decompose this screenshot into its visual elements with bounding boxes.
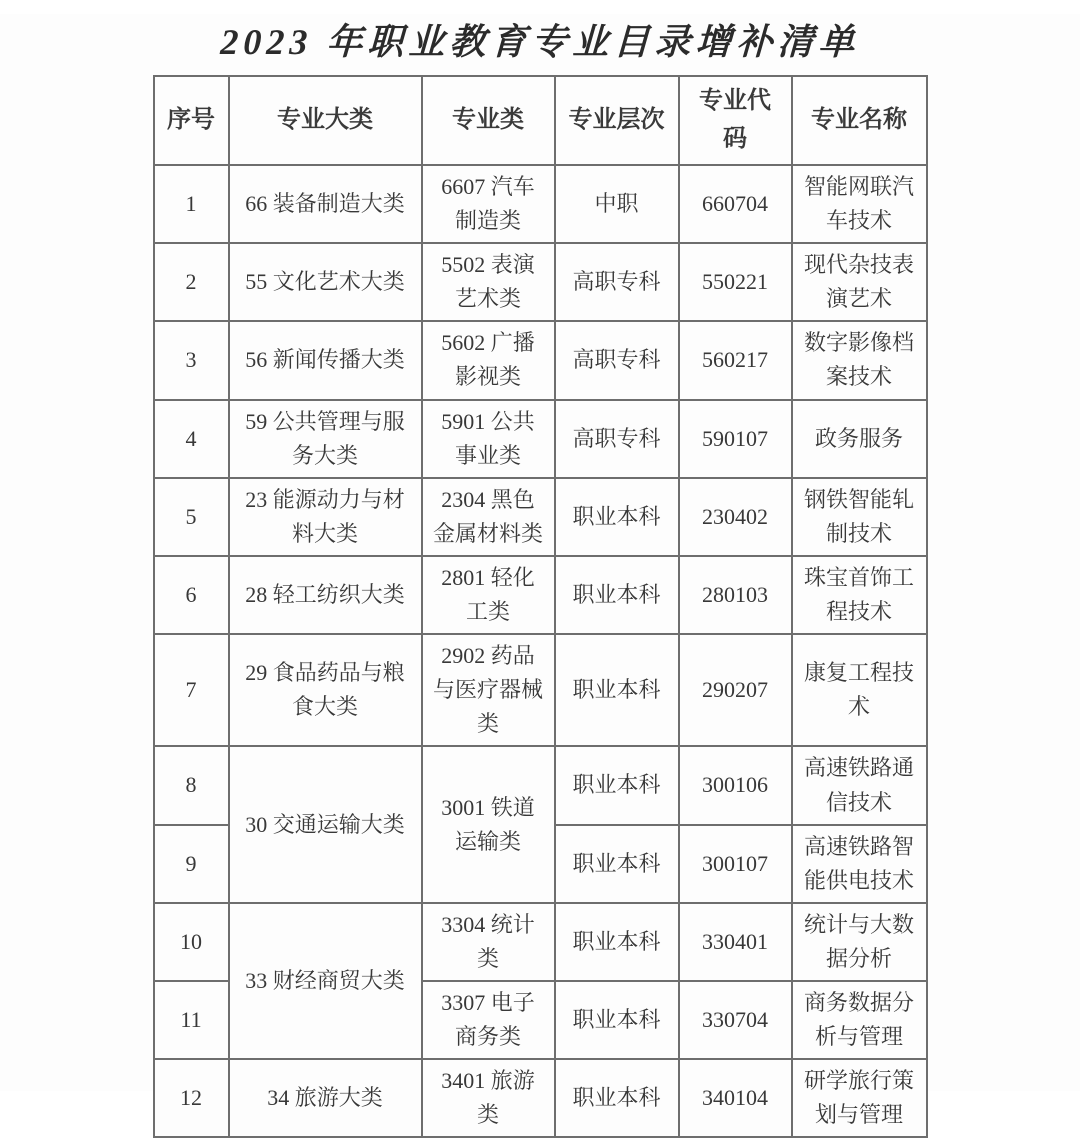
table-row <box>154 746 927 824</box>
cell-major-category: 55 文化艺术大类 <box>229 243 422 321</box>
cell-class: 2801 轻化工类 <box>422 556 555 634</box>
table-row <box>154 556 927 634</box>
cell-code: 590107 <box>679 400 792 478</box>
cell-class: 2902 药品与医疗器械类 <box>422 634 555 746</box>
cell-class: 3307 电子商务类 <box>422 981 555 1059</box>
cell-code: 300107 <box>679 825 792 903</box>
cell-major-category: 33 财经商贸大类 <box>229 903 422 1059</box>
cell-code: 230402 <box>679 478 792 556</box>
cell-name: 数字影像档案技术 <box>792 321 927 399</box>
cell-seq: 1 <box>154 165 229 243</box>
cell-name: 商务数据分析与管理 <box>792 981 927 1059</box>
cell-level: 职业本科 <box>555 746 679 824</box>
cell-seq: 10 <box>154 903 229 981</box>
cell-code: 280103 <box>679 556 792 634</box>
catalog-table <box>153 75 928 1138</box>
cell-major-category: 56 新闻传播大类 <box>229 321 422 399</box>
cell-name: 研学旅行策划与管理 <box>792 1059 927 1137</box>
cell-code: 300106 <box>679 746 792 824</box>
cell-major-category: 28 轻工纺织大类 <box>229 556 422 634</box>
cell-class: 3001 铁道运输类 <box>422 746 555 902</box>
cell-class: 3401 旅游类 <box>422 1059 555 1137</box>
cell-name: 康复工程技术 <box>792 634 927 746</box>
table-row <box>154 1059 927 1137</box>
cell-major-category: 59 公共管理与服务大类 <box>229 400 422 478</box>
cell-name: 珠宝首饰工程技术 <box>792 556 927 634</box>
cell-seq: 6 <box>154 556 229 634</box>
cell-major-category: 29 食品药品与粮食大类 <box>229 634 422 746</box>
table-row <box>154 634 927 746</box>
header-seq: 序号 <box>154 76 229 165</box>
cell-level: 中职 <box>555 165 679 243</box>
cell-seq: 3 <box>154 321 229 399</box>
cell-code: 290207 <box>679 634 792 746</box>
cell-class: 5602 广播影视类 <box>422 321 555 399</box>
table-row <box>154 243 927 321</box>
cell-level: 职业本科 <box>555 825 679 903</box>
cell-level: 职业本科 <box>555 1059 679 1137</box>
cell-class: 5502 表演艺术类 <box>422 243 555 321</box>
cell-code: 330704 <box>679 981 792 1059</box>
header-major-category: 专业大类 <box>229 76 422 165</box>
cell-level: 职业本科 <box>555 981 679 1059</box>
cell-class: 3304 统计类 <box>422 903 555 981</box>
cell-seq: 12 <box>154 1059 229 1137</box>
table-row <box>154 321 927 399</box>
cell-name: 高速铁路智能供电技术 <box>792 825 927 903</box>
cell-seq: 7 <box>154 634 229 746</box>
cell-level: 职业本科 <box>555 478 679 556</box>
header-row <box>154 76 927 165</box>
cell-name: 现代杂技表演艺术 <box>792 243 927 321</box>
cell-seq: 11 <box>154 981 229 1059</box>
header-class: 专业类 <box>422 76 555 165</box>
cell-code: 660704 <box>679 165 792 243</box>
cell-name: 钢铁智能轧制技术 <box>792 478 927 556</box>
table-row <box>154 903 927 981</box>
header-level: 专业层次 <box>555 76 679 165</box>
cell-class: 5901 公共事业类 <box>422 400 555 478</box>
cell-class: 2304 黑色金属材料类 <box>422 478 555 556</box>
cell-code: 550221 <box>679 243 792 321</box>
page-title: 2023 年职业教育专业目录增补清单 <box>219 22 861 62</box>
cell-seq: 9 <box>154 825 229 903</box>
cell-level: 职业本科 <box>555 634 679 746</box>
header-code: 专业代码 <box>679 76 792 165</box>
cell-seq: 4 <box>154 400 229 478</box>
cell-major-category: 34 旅游大类 <box>229 1059 422 1137</box>
cell-seq: 5 <box>154 478 229 556</box>
cell-level: 高职专科 <box>555 243 679 321</box>
document-page <box>0 14 1080 1128</box>
cell-name: 统计与大数据分析 <box>792 903 927 981</box>
cell-major-category: 66 装备制造大类 <box>229 165 422 243</box>
cell-code: 330401 <box>679 903 792 981</box>
header-name: 专业名称 <box>792 76 927 165</box>
cell-code: 340104 <box>679 1059 792 1137</box>
cell-name: 政务服务 <box>792 400 927 478</box>
cell-level: 高职专科 <box>555 400 679 478</box>
cell-code: 560217 <box>679 321 792 399</box>
table-row <box>154 400 927 478</box>
table-row <box>154 478 927 556</box>
cell-name: 高速铁路通信技术 <box>792 746 927 824</box>
cell-level: 高职专科 <box>555 321 679 399</box>
cell-major-category: 23 能源动力与材料大类 <box>229 478 422 556</box>
cell-level: 职业本科 <box>555 556 679 634</box>
cell-major-category: 30 交通运输大类 <box>229 746 422 902</box>
cell-level: 职业本科 <box>555 903 679 981</box>
cell-class: 6607 汽车制造类 <box>422 165 555 243</box>
table-row <box>154 165 927 243</box>
cell-name: 智能网联汽车技术 <box>792 165 927 243</box>
cell-seq: 8 <box>154 746 229 824</box>
cell-seq: 2 <box>154 243 229 321</box>
